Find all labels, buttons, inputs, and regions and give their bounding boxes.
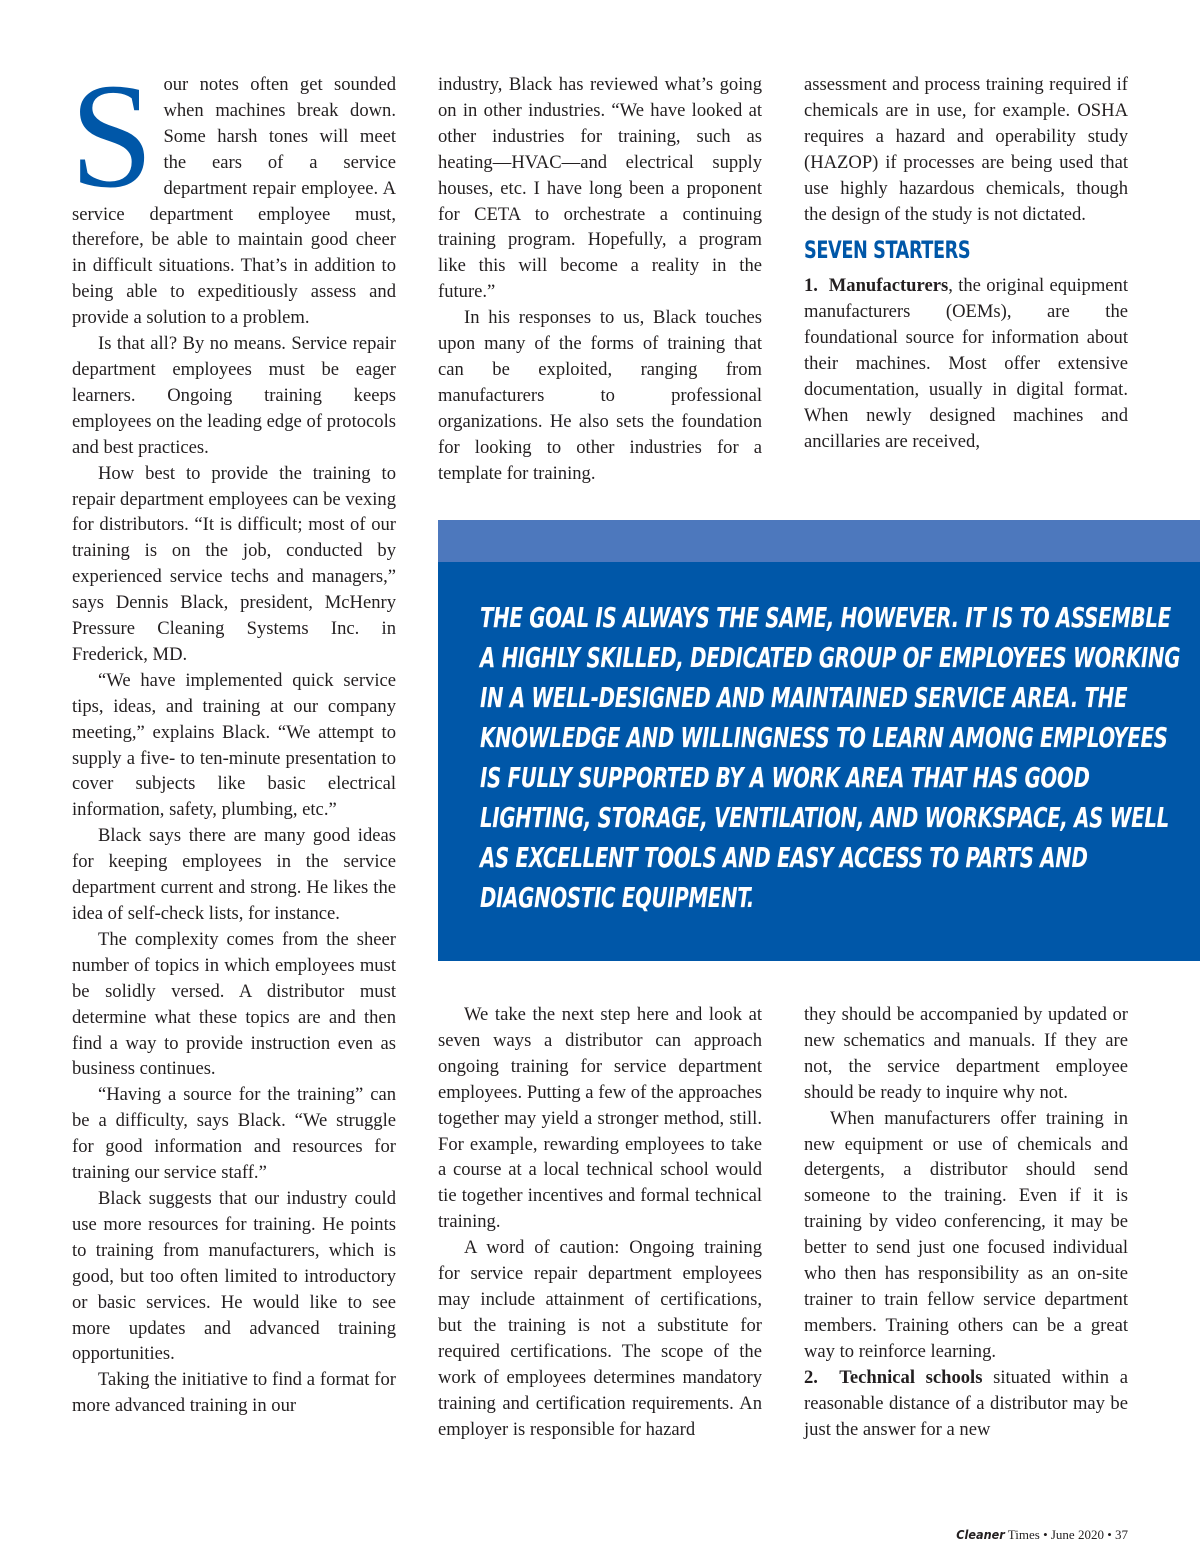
paragraph: We take the next step here and look at seven ways a distributor can approach ongoing training for service department employees. Putting a few of the approaches together may yield a stronger method, still. For example, rewarding employees to take a course at a local technical school would tie together incentives and formal technical training. <box>438 1004 762 1233</box>
pull-quote-line: THE GOAL IS ALWAYS THE SAME, HOWEVER. IT IS TO ASSEMBLE <box>480 602 1171 634</box>
paragraph: they should be accompanied by updated or new schematics and manuals. If they are not, the service department employee should be ready to inquire why not. <box>804 1004 1128 1103</box>
list-item-manufacturers <box>804 273 1128 454</box>
item-number: 1. <box>804 275 818 297</box>
pull-quote <box>480 598 1180 918</box>
paragraph: Is that all? By no means. Service repair department employees must be eager learners. Ongoing training keeps employees on the leading edge of protocols and best practices. <box>72 333 396 458</box>
paragraph: assessment and process training required if chemicals are in use, for example. OSHA requires a hazard and operability study (HAZOP) if processes are being used that use highly hazardous chemicals, though the design of the study is not dictated. <box>804 74 1128 225</box>
paragraph: Black suggests that our industry could use more resources for training. He points to training from manufacturers, which is good, but too often limited to introductory or basic services. He would like to see more updates and advanced training opportunities. <box>72 1187 396 1365</box>
pull-quote-band <box>438 520 1200 562</box>
drop-cap: S <box>70 53 154 219</box>
pull-quote-line: AS EXCELLENT TOOLS AND EASY ACCESS TO PARTS AND <box>480 842 1088 874</box>
paragraph: industry, Black has reviewed what’s going on in other industries. “We have looked at other industries for training, such as heating—HVAC—and electrical supply houses, etc. I have long been a proponent for CETA to orchestrate a continuing training program. Hopefully, a program like this will become a reality in the future.” <box>438 74 762 303</box>
paragraph: our notes often get sounded when machines break down. Some harsh tones will meet the ears of a service department repair employee. A service department employee must, therefore, be able to maintain good cheer in difficult situations. That’s in addition to being able to expeditiously assess and provide a solution to a problem. <box>72 74 396 329</box>
item-text: situated within a reasonable distance of a distributor may be just the answer for a new <box>804 1366 1128 1440</box>
paragraph: Black says there are many good ideas for keeping employees in the service department current and strong. He likes the idea of self-check lists, for instance. <box>72 825 396 924</box>
pull-quote-line: DIAGNOSTIC EQUIPMENT. <box>480 882 754 914</box>
article-column-2 <box>438 72 762 487</box>
page-footer <box>956 1527 1128 1543</box>
paragraph: Taking the initiative to find a format for more advanced training in our <box>72 1369 396 1417</box>
item-keyword: Technical schools <box>839 1366 983 1388</box>
list-item-technical-schools <box>804 1365 1128 1443</box>
pull-quote-line: IN A WELL-DESIGNED AND MAINTAINED SERVICE AREA. THE <box>480 682 1128 714</box>
section-heading: SEVEN STARTERS <box>804 236 971 265</box>
article-column-3 <box>804 72 1128 455</box>
article-column-2-lower <box>438 1002 762 1442</box>
paragraph: A word of caution: Ongoing training for service repair department employees may include attainment of certifications, but the training is not a substitute for required certifications. The scope of the work of employees determines mandatory training and certification requirements. An employer is responsible for hazard <box>438 1237 762 1440</box>
paragraph: “We have implemented quick service tips, ideas, and training at our company meeting,” explains Black. “We attempt to supply a five- to ten-minute presentation to cover subjects like basic electrical information, safety, plumbing, etc.” <box>72 669 396 821</box>
paragraph: In his responses to us, Black touches upon many of the forms of training that can be exploited, ranging from manufacturers to professional organizations. He also sets the foundation for looking to other industries for a template for training. <box>438 307 762 484</box>
item-text: , the original equipment manufacturers (OEMs), are the foundational source for information about their machines. Most offer extensive documentation, usually in digital format. When newly designed machines and ancillaries are received, <box>804 275 1129 452</box>
paragraph: The complexity comes from the sheer number of topics in which employees must be solidly versed. A distributor must determine what these topics are and then find a way to provide instruction even as business continues. <box>72 928 396 1080</box>
paragraph: “Having a source for the training” can be a difficulty, says Black. “We struggle for good information and resources for training our service staff.” <box>72 1084 396 1184</box>
paragraph: How best to provide the training to repair department employees can be vexing for distributors. “It is difficult; most of our training is on the job, conducted by experienced service techs and managers,” says Dennis Black, president, McHenry Pressure Cleaning Systems Inc. in Frederick, MD. <box>72 462 396 665</box>
article-column-3-lower <box>804 1002 1128 1442</box>
footer-issue-page: Times • June 2020 • 37 <box>1004 1527 1128 1542</box>
pull-quote-line: IS FULLY SUPPORTED BY A WORK AREA THAT HAS GOOD <box>480 762 1090 794</box>
item-keyword: Manufacturers <box>828 275 949 297</box>
pull-quote-line: LIGHTING, STORAGE, VENTILATION, AND WORKSPACE, AS WELL <box>480 802 1169 834</box>
footer-brand: Cleaner <box>956 1527 1005 1542</box>
pull-quote-line: A HIGHLY SKILLED, DEDICATED GROUP OF EMPLOYEES WORKING <box>480 642 1181 674</box>
paragraph: When manufacturers offer training in new equipment or use of chemicals and detergents, a distributor should send someone to the training. Even if it is training by video conferencing, it may be better to send just one focused individual who then has responsibility as an on-site trainer to train fellow service department members. Training others can be a great way to reinforce learning. <box>804 1107 1128 1362</box>
item-number: 2. <box>804 1366 818 1388</box>
article-column-1 <box>70 53 396 1419</box>
pull-quote-line: KNOWLEDGE AND WILLINGNESS TO LEARN AMONG EMPLOYEES <box>480 722 1168 754</box>
